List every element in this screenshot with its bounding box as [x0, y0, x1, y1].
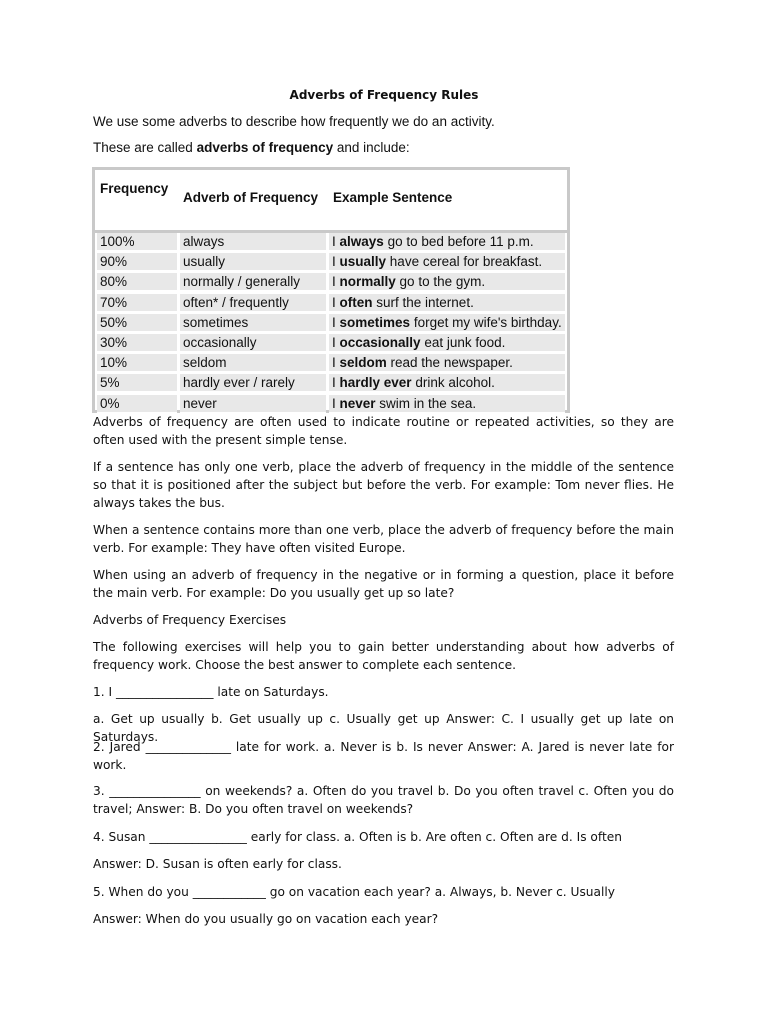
cell-frequency: 80%: [97, 273, 177, 291]
cell-example: [329, 253, 565, 271]
paragraph-routine: Adverbs of frequency are often used to indicate routine or repeated activities, so they are often used with the present simple tense.: [93, 415, 674, 447]
table-row: [95, 313, 567, 333]
cell-frequency: 5%: [97, 374, 177, 392]
cell-frequency: 50%: [97, 314, 177, 332]
exercise-question-1: 1. I ________________ late on Saturdays.: [93, 685, 329, 699]
frequency-table: [92, 167, 570, 413]
cell-example: [329, 294, 565, 312]
example-prefix: I: [332, 294, 340, 310]
example-prefix: I: [332, 355, 340, 371]
cell-adverb: never: [180, 395, 326, 413]
cell-frequency: 10%: [97, 354, 177, 372]
example-rest: drink alcohol.: [411, 375, 495, 391]
intro-line-2-tail: and include:: [333, 140, 410, 155]
table-row: [95, 353, 567, 373]
cell-frequency: 30%: [97, 334, 177, 352]
table-header: [95, 170, 567, 233]
example-rest: eat junk food.: [420, 334, 506, 350]
example-prefix: I: [332, 314, 340, 330]
cell-adverb: often* / frequently: [180, 294, 326, 312]
table-row: [95, 232, 567, 252]
cell-example: [329, 354, 565, 372]
header-adverb: Adverb of Frequency: [183, 190, 319, 205]
example-adverb: never: [339, 395, 376, 411]
example-adverb: hardly ever: [339, 375, 412, 391]
cell-example: [329, 334, 565, 352]
intro-line-2-bold: adverbs of frequency: [196, 140, 334, 155]
example-adverb: sometimes: [339, 314, 411, 330]
exercise-question-3: 3. _______________ on weekends? a. Often do you travel b. Do you often travel c. Often you do travel; Answer: B. Do you often travel on weekends?: [93, 784, 674, 816]
paragraph-negative-question: When using an adverb of frequency in the negative or in forming a question, place it before the main verb. For example: Do you usually get up so late?: [93, 568, 674, 600]
exercises-heading: Adverbs of Frequency Exercises: [93, 613, 287, 627]
example-rest: go to bed before 11 p.m.: [383, 234, 534, 249]
example-rest: have cereal for breakfast.: [386, 254, 543, 270]
table-row: [95, 272, 567, 292]
example-adverb: normally: [339, 274, 396, 290]
example-prefix: I: [332, 234, 340, 249]
example-rest: go to the gym.: [395, 274, 486, 290]
header-example: Example Sentence: [333, 190, 453, 205]
table-row: [95, 333, 567, 353]
exercise-answer-5: Answer: When do you usually go on vacation each year?: [93, 912, 439, 926]
exercise-question-5: 5. When do you ____________ go on vacation each year? a. Always, b. Never c. Usually: [93, 885, 615, 899]
table-row: [95, 394, 567, 414]
exercise-answer-4: Answer: D. Susan is often early for class.: [93, 857, 342, 871]
example-rest: forget my wife's birthday.: [410, 314, 562, 330]
cell-frequency: 0%: [97, 395, 177, 413]
example-prefix: I: [332, 334, 340, 350]
cell-frequency: 70%: [97, 294, 177, 312]
example-adverb: seldom: [339, 355, 387, 371]
cell-adverb: seldom: [180, 354, 326, 372]
table-row: [95, 293, 567, 313]
example-prefix: I: [332, 254, 340, 270]
intro-line-2: [93, 140, 410, 155]
paragraph-exercises-intro: The following exercises will help you to gain better understanding about how adverbs of frequency work. Choose the best answer to complete each sentence.: [93, 640, 674, 672]
cell-example: [329, 233, 565, 251]
page-title: Adverbs of Frequency Rules: [289, 88, 479, 102]
example-rest: read the newspaper.: [386, 355, 513, 371]
example-rest: surf the internet.: [372, 294, 474, 310]
example-rest: swim in the sea.: [375, 395, 477, 411]
cell-adverb: occasionally: [180, 334, 326, 352]
intro-line-2-text: These are called: [93, 140, 197, 155]
intro-line-1: We use some adverbs to describe how frequently we do an activity.: [93, 114, 495, 129]
example-adverb: always: [339, 234, 384, 249]
cell-example: [329, 374, 565, 392]
cell-adverb: sometimes: [180, 314, 326, 332]
cell-example: [329, 273, 565, 291]
paragraph-more-verbs: When a sentence contains more than one verb, place the adverb of frequency before the main verb. For example: They have often visited Europe.: [93, 523, 674, 555]
example-adverb: occasionally: [339, 334, 421, 350]
exercise-answer-1: a. Get up usually b. Get usually up c. Usually get up Answer: C. I usually get up late on Saturdays.: [93, 712, 674, 744]
example-adverb: often: [339, 294, 373, 310]
cell-example: [329, 314, 565, 332]
table-body: [95, 232, 567, 414]
cell-frequency: 90%: [97, 253, 177, 271]
exercise-question-4: 4. Susan ________________ early for class. a. Often is b. Are often c. Often are d. Is often: [93, 830, 622, 844]
exercise-question-2: 2. Jared ______________ late for work. a. Never is b. Is never Answer: A. Jared is never late for work.: [93, 740, 674, 772]
table-row: [95, 252, 567, 272]
cell-adverb: always: [180, 233, 326, 251]
example-adverb: usually: [339, 254, 387, 270]
cell-adverb: usually: [180, 253, 326, 271]
example-prefix: I: [332, 274, 340, 290]
cell-adverb: hardly ever / rarely: [180, 374, 326, 392]
paragraph-one-verb: If a sentence has only one verb, place the adverb of frequency in the middle of the sentence so that it is positioned after the subject but before the verb. For example: Tom never flies. He always takes the bus.: [93, 460, 674, 510]
example-prefix: I: [332, 375, 340, 391]
cell-frequency: 100%: [97, 233, 177, 251]
table-row: [95, 373, 567, 393]
cell-adverb: normally / generally: [180, 273, 326, 291]
cell-example: [329, 395, 565, 413]
header-frequency: Frequency: [100, 181, 169, 196]
example-prefix: I: [332, 395, 340, 411]
